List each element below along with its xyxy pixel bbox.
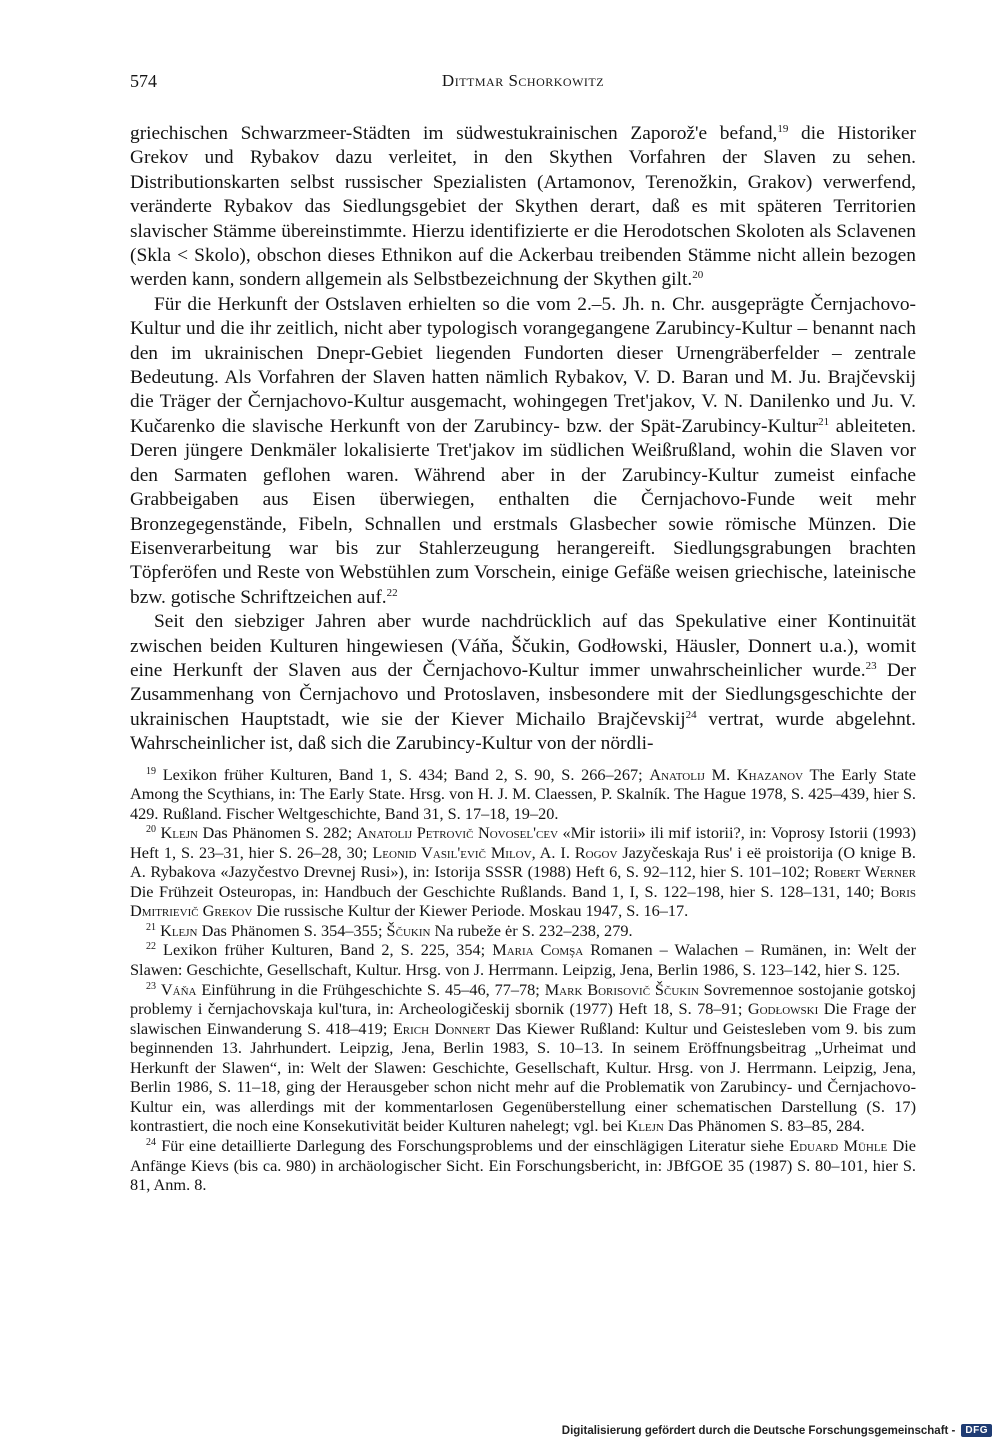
footnote-ref-19[interactable]: 19 (777, 123, 789, 135)
footnote-ref-23[interactable]: 23 (865, 659, 877, 672)
footnote-19: $^{19}$ Lexikon früher Kulturen, Band 1, S. 434; Band 2, S. 90, S. 266–267; Anatolij M. Khazanov The Early State Among the Scythians, in: The Early State. Hrsg. von H. J. M. Claessen, P. Skalník. The Hague 1978, S. 425–439, hier S. 429. Rußland. Fischer Weltgeschichte, Band 31, S. 17–18, 19–20. (130, 764, 917, 823)
running-title: Dittmar Schorkowitz (441, 71, 605, 90)
footnote-ref-22[interactable]: 22 (386, 586, 398, 599)
page-header (130, 71, 916, 99)
footnote-20: $^{20}$ Klejn Das Phänomen S. 282; Anatolij Petrovič Novosel'cev «Mir istorii» ili mif istorii?, in: Voprosy Istorii (1993) Heft 1, S. 23–31, hier S. 26–28, 30; Leonid Vasil'evič Milov, A. I. Rogov Jazyčeskaja Rus' i eë proistorija (O knige B. A. Rybakova «Jazyčestvo Drevnej Rusi»), in: Istorija SSSR (1988) Heft 6, S. 92–112, hier S. 101–102; Robert Werner Die Frühzeit Osteuropas, in: Handbuch der Geschichte Rußlands. Band 1, I, S. 122–198, hier S. 128–131, 140; Boris Dmitrievič Grekov Die russische Kultur der Kiewer Periode. Moskau 1947, S. 16–17. (130, 823, 916, 921)
footnote-22: $^{22}$ Lexikon früher Kulturen, Band 2, S. 225, 354; Maria Comşa Romanen – Walachen – Rumänen, in: Welt der Slawen: Geschichte, Gesellschaft, Kultur. Hrsg. von J. Herrmann. Leipzig, Jena, Berlin 1986, S. 123–142, hier S. 125. (130, 940, 916, 980)
page-number: 574 (130, 71, 157, 91)
main-text (130, 122, 916, 1195)
footnote-21: $^{21}$ Klejn Das Phänomen S. 354–355; Ščukin Na rubeže ėr S. 232–238, 279. (146, 920, 633, 940)
footnote-ref-20[interactable]: 20 (692, 269, 704, 282)
footer-text: Digitalisierung gefördert durch die Deutsche Forschungsgemeinschaft - (561, 1424, 956, 1437)
footnote-24: $^{24}$ Für eine detaillierte Darlegung des Forschungsproblems und der einschlägigen Literatur siehe Eduard Mühle Die Anfänge Kievs (bis ca. 980) in archäologischer Sicht. Ein Forschungsbericht, in: JBfGOE 35 (1987) S. 80–101, hier S. 81, Anm. 8. (130, 1135, 916, 1195)
footnote-ref-24[interactable]: 24 (685, 708, 697, 721)
footnote-23: $^{23}$ Váňa Einführung in die Frühgeschichte S. 45–46, 77–78; Mark Borisovič Ščukin Sovremennoe sostojanie gotskoj problemy i černjachovskaja kul'tura, in: Archeologičeskij sbornik (1977) Heft 18, S. 78–91; Godłowski Die Frage der slawischen Einwanderung S. 418–419; Erich Donnert Das Kiewer Rußland: Kultur und Geistesleben vom 9. bis zum beginnenden 13. Jahrhundert. Leipzig, Jena, Berlin 1983, S. 10–13. In seinem Eröffnungsbeitrag „Urheimat und Herkunft der Slawen“, in: Welt der Slawen: Geschichte, Gesellschaft, Kultur. Hrsg. von J. Herrmann. Leipzig, Jena, Berlin 1986, S. 11–18, ging der Herausgeber schon nicht mehr auf die Problematik von Zarubincy- und Černjachovo-Kultur ein, was allerdings mit der kommentarlosen Gegenüberstellung einer schematischen Darstellung (S. 17) kontrastiert, die noch eine Konsekutivität beider Kulturen nahelegt; vgl. bei Klejn Das Phänomen S. 83–85, 284. (130, 979, 917, 1136)
footnote-ref-21[interactable]: 21 (818, 415, 830, 428)
paragraph: Seit den siebziger Jahren aber wurde nachdrücklich auf das Spekulative einer Kontinuität zwischen beiden Kulturen hingewiesen (Váňa, Ščukin, Godłowski, Häusler, Donnert u.a.), womit eine Herkunft der Slaven aus der Černjachovo-Kultur immer unwahrscheinlicher wurde.$^{23}$ Der Zusammenhang von Černjachovo und Protoslaven, insbesondere mit der Siedlungsgeschichte der ukrainischen Hauptstadt, wie sie der Kiever Michailo Brajčevskij$^{24}$ vertrat, wurde abgelehnt. Wahrscheinlicher ist, daß sich die Zarubincy-Kultur von der nördli- (130, 611, 917, 755)
digitization-footer (562, 1424, 992, 1437)
dfg-logo: DFG (961, 1424, 992, 1437)
footnote-spacer (130, 757, 916, 765)
paragraph: Für die Herkunft der Ostslaven erhielten so die vom 2.–5. Jh. n. Chr. ausgeprägte Černjachovo-Kultur und die ihr zeitlich, nicht aber typologisch vorangegangene Zarubincy-Kultur – benannt nach den im ukrainischen Dnepr-Gebiet liegenden Fundorten dieser Urnengräberfelder – zentrale Bedeutung. Als Vorfahren der Slaven hatten nämlich Rybakov, V. D. Baran und M. Ju. Brajčevskij die Träger der Černjachovo-Kultur ausgemacht, wohingegen Tret'jakov, V. N. Danilenko und Ju. V. Kučarenko die slavische Herkunft von der Zarubincy- bzw. der Spät-Zarubincy-Kultur$^{21}$ ableiteten. Deren jüngere Denkmäler lokalisierte Tret'jakov im südlichen Weißrußland, wohin die Slaven vor den Sarmaten geflohen waren. Während aber in der Zarubincy-Kultur zumeist einfache Grabbeigaben aus Eisen überwiegen, enthalten die Černjachovo-Funde weit mehr Bronzegegenstände, Fibeln, Schnallen und erstmals Glasbecher sowie römische Münzen. Die Eisenverarbeitung war bis zur Stahlerzeugung herangereift. Siedlungsgrabungen brachten Töpferöfen und Reste von Webstühlen zum Vorschein, einige Gefäße weisen griechische, lateinische bzw. gotische Schriftzeichen auf.$^{22}$ (130, 293, 917, 608)
paragraph: griechischen Schwarzmeer-Städten im südwestukrainischen Zaporož'e befand,$^{19}$ die Historiker Grekov und Rybakov dazu verleitet, in den Skythen Vorfahren der Slaven zu sehen. Distributionskarten selbst russischer Spezialisten (Artamonov, Terenožkin, Grakov) verwerfend, veränderte Rybakov das Siedlungsgebiet der Skythen derart, daß es mit späteren Territorien slavischer Stämme übereinstimmte. Hierzu identifizierte er die Herodotschen Skoloten als Sclavenen (Skla < Skolo), obschon dieses Ethnikon auf die Ackerbau treibenden Stämme nicht allein bezogen werden kann, sondern allgemein als Selbstbezeichnung der Skythen gilt.$^{20}$ (130, 123, 916, 291)
footnotes (130, 765, 916, 1195)
